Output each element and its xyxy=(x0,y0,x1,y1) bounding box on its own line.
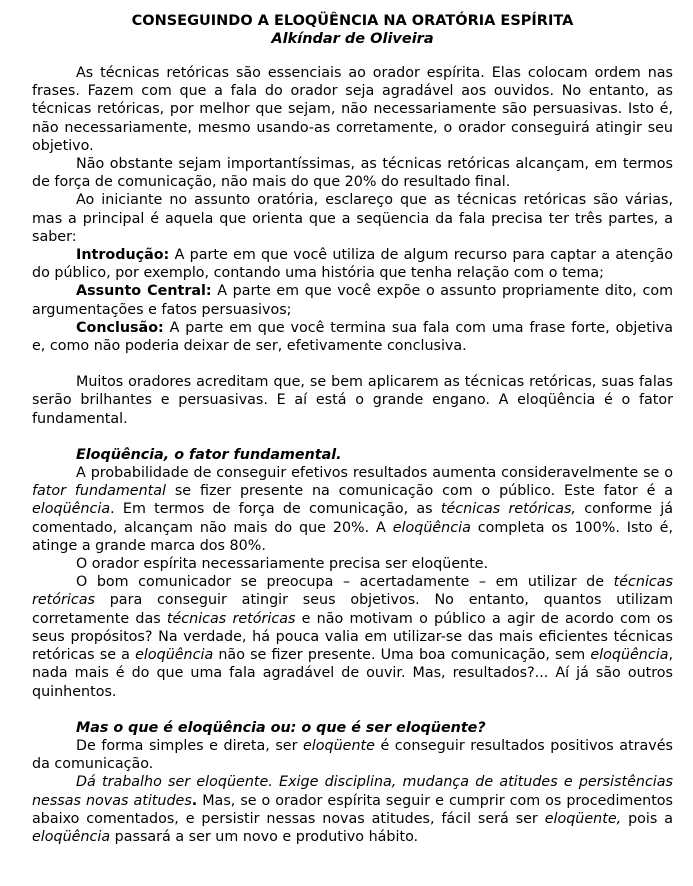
paragraph: Muitos oradores acreditam que, se bem aplicarem as técnicas retóricas, suas falas serão brilhantes e persuasivas. E aí está o grande engano. A eloqüência é o fator fundamental. xyxy=(32,374,673,427)
list-item-introducao xyxy=(32,246,673,282)
paragraph: Ao iniciante no assunto oratória, esclareço que as técnicas retóricas são várias, mas a principal é aquela que orienta que a seqüencia da fala precisa ter três partes, a saber: xyxy=(32,192,673,245)
term-text: A parte em que você utiliza de algum recurso para captar a atenção do público, por exemplo, contando uma história que tenha relação com o tema; xyxy=(32,247,673,282)
bold-run: . xyxy=(191,792,198,809)
text-run: Mas, se o orador espírita seguir e cumprir com os procedimentos abaixo comentados, e persistir nessas novas atitudes, fácil será ser xyxy=(32,792,674,827)
italic-run: fator fundamental xyxy=(32,483,166,500)
italic-run: eloqüência xyxy=(392,519,471,536)
text-run: A probabilidade de conseguir efetivos resultados aumenta consideravelmente se o xyxy=(76,465,673,482)
section-heading: Mas o que é eloqüência ou: o que é ser eloqüente? xyxy=(76,719,486,736)
term-label: Introdução: xyxy=(76,247,170,264)
paragraph xyxy=(32,737,673,773)
paragraph: Não obstante sejam importantíssimas, as técnicas retóricas alcançam, em termos de força de comunicação, não mais do que 20% do resultado final. xyxy=(32,156,673,191)
paragraph xyxy=(32,773,673,846)
section-heading: Eloqüência, o fator fundamental. xyxy=(76,446,342,463)
italic-run: eloqüência xyxy=(590,647,669,664)
term-text: A parte em que você expõe o assunto propriamente dito, com argumentações e fatos persuasivos; xyxy=(32,283,673,318)
paragraph: As técnicas retóricas são essenciais ao orador espírita. Elas colocam ordem nas frases. Fazem com que a fala do orador seja agradável aos ouvidos. No entanto, as técnicas retóricas, por melhor que sejam, não necessariamente são persuasivas. Isto é, não necessariamente, mesmo usando-as corretamente, o orador conseguirá atingir seu objetivo. xyxy=(32,65,673,154)
document-title: CONSEGUINDO A ELOQÜÊNCIA NA ORATÓRIA ESPÍRITA xyxy=(131,13,574,29)
term-label: Conclusão: xyxy=(76,319,164,336)
text-run: não se fizer presente. Uma boa comunicação, sem xyxy=(213,647,591,664)
italic-run: técnicas retóricas xyxy=(32,574,673,609)
italic-run: técnicas retóricas xyxy=(166,610,296,627)
text-run: para conseguir atingir seus objetivos. No entanto, quantos utilizam corretamente das xyxy=(32,592,673,627)
text-run: completa os 100%. Isto é, atinge a grande marca dos 80%. xyxy=(32,519,673,554)
text-run: e não motivam o público a agir de acordo com os seus propósitos? Na verdade, há pouca valia em utilizar-se das mais eficientes técnicas retóricas se a xyxy=(32,610,673,664)
text-run: é conseguir resultados positivos através da comunicação. xyxy=(32,737,673,773)
text-run: se fizer presente na comunicação com o público. Este fator é a xyxy=(166,483,673,500)
term-text: A parte em que você termina sua fala com uma frase forte, objetiva e, como não poderia deixar de ser, efetivamente conclusiva. xyxy=(32,319,673,355)
text-run: conforme já comentado, alcançam não mais do que 20%. A xyxy=(32,501,674,536)
text-run: De forma simples e direta, ser xyxy=(76,737,304,754)
document-author: Alkíndar de Oliveira xyxy=(271,31,434,47)
paragraph: O orador espírita necessariamente precisa ser eloqüente. xyxy=(76,556,489,573)
spacer xyxy=(32,355,673,373)
text-run: , nada mais é do que uma fala agradável de ouvir. Mas, resultados?... Aí já são outros quinhentos. xyxy=(32,647,674,700)
text-run: O bom comunicador se preocupa – acertadamente – em utilizar de xyxy=(76,574,614,591)
italic-run: eloqüência xyxy=(135,647,214,664)
italic-run: eloqüente, xyxy=(544,810,622,827)
italic-run: eloqüente xyxy=(303,737,375,754)
text-run: . Em termos de força de comunicação, as xyxy=(110,501,441,518)
italic-run: eloqüência xyxy=(32,501,111,518)
italic-run: técnicas retóricas, xyxy=(440,501,576,518)
list-item-conclusao xyxy=(32,319,673,355)
list-item-assunto-central xyxy=(32,282,673,318)
spacer xyxy=(32,701,673,719)
spacer xyxy=(32,428,673,446)
italic-run: eloqüência xyxy=(32,828,111,845)
paragraph xyxy=(32,573,673,700)
paragraph xyxy=(32,464,673,555)
text-run: pois a xyxy=(621,810,673,827)
term-label: Assunto Central: xyxy=(76,283,212,300)
text-run: passará a ser um novo e produtivo hábito. xyxy=(110,828,419,845)
italic-run: Dá trabalho ser eloqüente. Exige disciplina, mudança de atitudes e persistências nessas novas atitudes xyxy=(32,774,673,809)
